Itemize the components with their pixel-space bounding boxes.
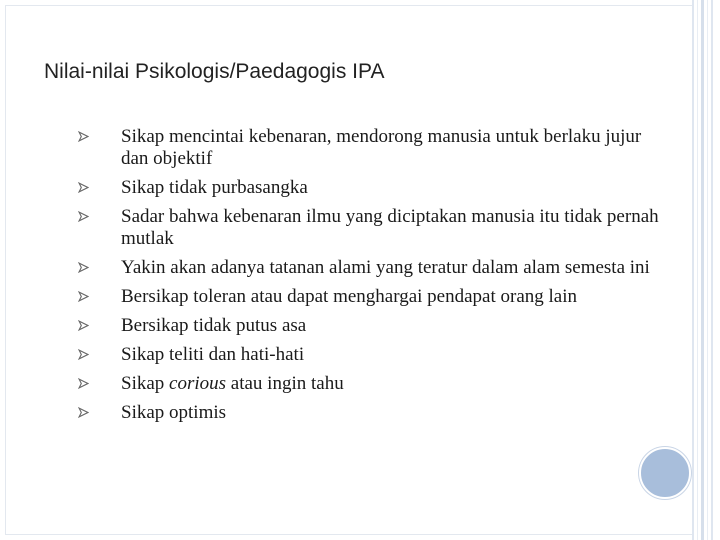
bullet-text-end: atau ingin tahu	[226, 373, 344, 394]
arrow-bullet-icon	[78, 182, 89, 193]
bullet-text-start: Sikap	[121, 373, 170, 394]
arrow-bullet-icon	[78, 407, 89, 418]
arrow-bullet-icon	[78, 131, 89, 142]
bullet-list	[72, 126, 672, 431]
list-item	[72, 402, 672, 424]
arrow-bullet-icon	[78, 291, 89, 302]
bullet-text: Sikap teliti dan hati-hati	[121, 344, 305, 365]
arrow-bullet-icon	[78, 211, 89, 222]
list-item	[72, 177, 672, 199]
slide-title: Nilai-nilai Psikologis/Paedagogis IPA	[44, 60, 385, 83]
list-item	[72, 206, 672, 250]
list-item	[72, 344, 672, 366]
list-item	[72, 126, 672, 170]
decorative-circle	[639, 447, 691, 499]
arrow-bullet-icon	[78, 349, 89, 360]
bullet-emphasis: corious	[169, 373, 227, 394]
list-item	[72, 257, 672, 279]
bullet-text: Bersikap tidak putus asa	[121, 315, 307, 336]
arrow-bullet-icon	[78, 320, 89, 331]
bullet-text: Bersikap toleran atau dapat menghargai pendapat orang lain	[121, 286, 577, 307]
bullet-text: Sikap mencintai kebenaran, mendorong manusia untuk berlaku jujur dan objektif	[121, 126, 642, 169]
arrow-bullet-icon	[78, 262, 89, 273]
bullet-text: Sadar bahwa kebenaran ilmu yang diciptakan manusia itu tidak pernah mutlak	[121, 206, 659, 249]
arrow-bullet-icon	[78, 378, 89, 389]
list-item	[72, 315, 672, 337]
bullet-text	[121, 373, 344, 394]
list-item	[72, 373, 672, 395]
bullet-text: Sikap optimis	[121, 402, 227, 423]
list-item	[72, 286, 672, 308]
decorative-side-lines	[690, 0, 720, 540]
bullet-text: Sikap tidak purbasangka	[121, 177, 308, 198]
bullet-text: Yakin akan adanya tatanan alami yang teratur dalam alam semesta ini	[121, 257, 650, 278]
